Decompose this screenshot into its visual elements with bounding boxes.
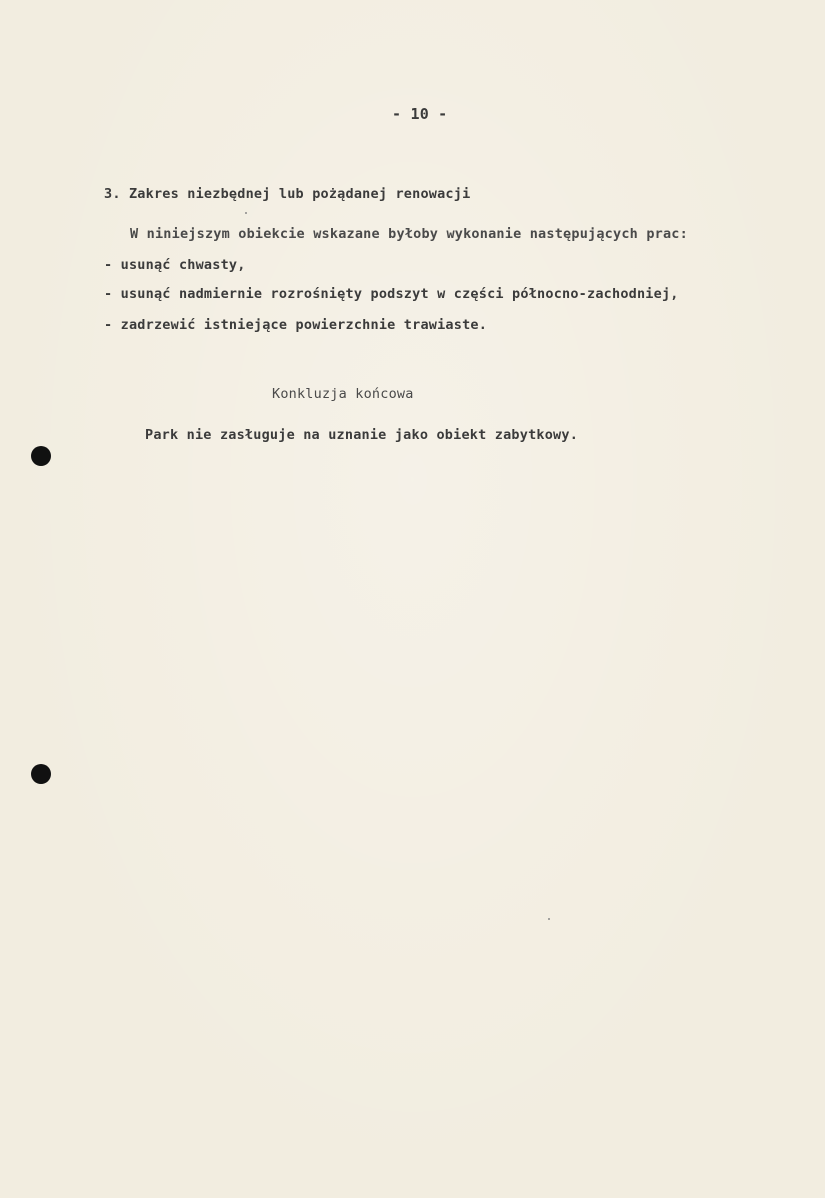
page-number: - 10 -	[392, 105, 448, 123]
paper-speck	[245, 212, 247, 214]
list-item: - zadrzewić istniejące powierzchnie trawiaste.	[104, 317, 488, 333]
punch-hole-icon	[31, 764, 51, 784]
list-item: - usunąć chwasty,	[104, 257, 246, 273]
conclusion-text: Park nie zasługuje na uznanie jako obiekt zabytkowy.	[145, 427, 579, 443]
paper-speck	[548, 918, 550, 920]
section-intro: W niniejszym obiekcie wskazane byłoby wykonanie następujących prac:	[130, 226, 688, 242]
list-item: - usunąć nadmiernie rozrośnięty podszyt w części północno-zachodniej,	[104, 286, 679, 302]
conclusion-heading: Konkluzja końcowa	[272, 386, 414, 402]
punch-hole-icon	[31, 446, 51, 466]
section-heading: 3. Zakres niezbędnej lub pożądanej renowacji	[104, 186, 471, 202]
